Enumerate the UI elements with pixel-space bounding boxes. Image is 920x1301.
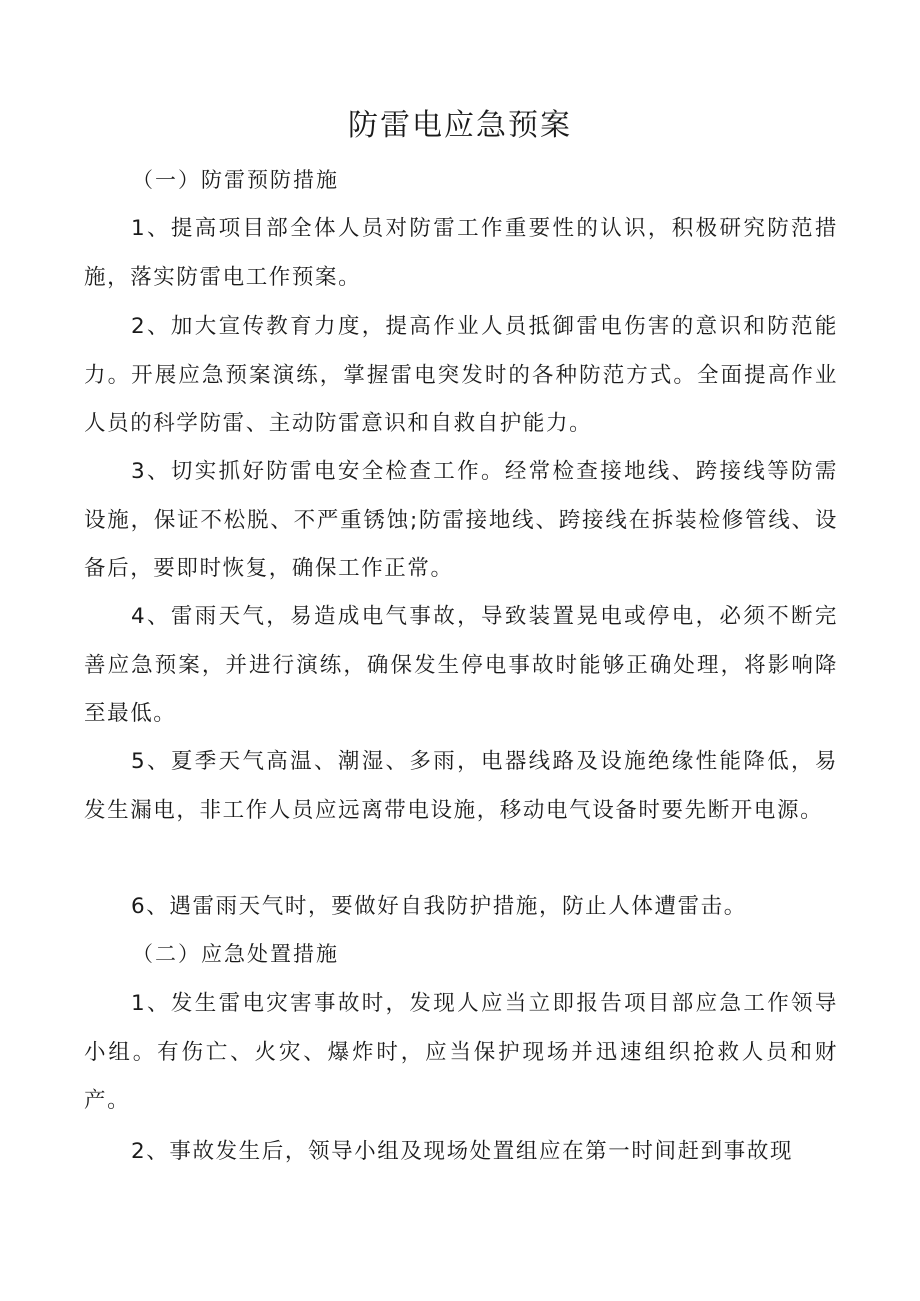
- prevention-item-3: 3、切实抓好防雷电安全检查工作。经常检查接地线、跨接线等防需设施，保证不松脱、不严重锈蚀;防雷接地线、跨接线在拆装检修管线、设备后，要即时恢复，确保工作正常。: [84, 459, 838, 581]
- section-heading-prevention: （一）防雷预防措施: [132, 168, 339, 192]
- section-heading-response: （二）应急处置措施: [132, 942, 339, 966]
- document-title: 防雷电应急预案: [348, 108, 572, 143]
- prevention-item-6: 6、遇雷雨天气时，要做好自我防护措施，防止人体遭雷击。: [131, 894, 747, 919]
- prevention-item-5: 5、夏季天气高温、潮湿、多雨，电器线路及设施绝缘性能降低，易发生漏电，非工作人员应远离带电设施，移动电气设备时要先断开电源。: [84, 749, 838, 823]
- prevention-item-4: 4、雷雨天气，易造成电气事故，导致装置晃电或停电，必须不断完善应急预案，并进行演练，确保发生停电事故时能够正确处理，将影响降至最低。: [84, 604, 838, 726]
- response-item-1: 1、发生雷电灾害事故时，发现人应当立即报告项目部应急工作领导小组。有伤亡、火灾、爆炸时，应当保护现场并迅速组织抢救人员和财产。: [84, 991, 838, 1113]
- prevention-item-2: 2、加大宣传教育力度，提高作业人员抵御雷电伤害的意识和防范能力。开展应急预案演练，掌握雷电突发时的各种防范方式。全面提高作业人员的科学防雷、主动防雷意识和自救自护能力。: [84, 314, 838, 436]
- prevention-item-1: 1、提高项目部全体人员对防雷工作重要性的认识，积极研究防范措施，落实防雷电工作预案。: [84, 216, 838, 290]
- response-item-2: 2、事故发生后，领导小组及现场处置组应在第一时间赶到事故现: [131, 1139, 794, 1164]
